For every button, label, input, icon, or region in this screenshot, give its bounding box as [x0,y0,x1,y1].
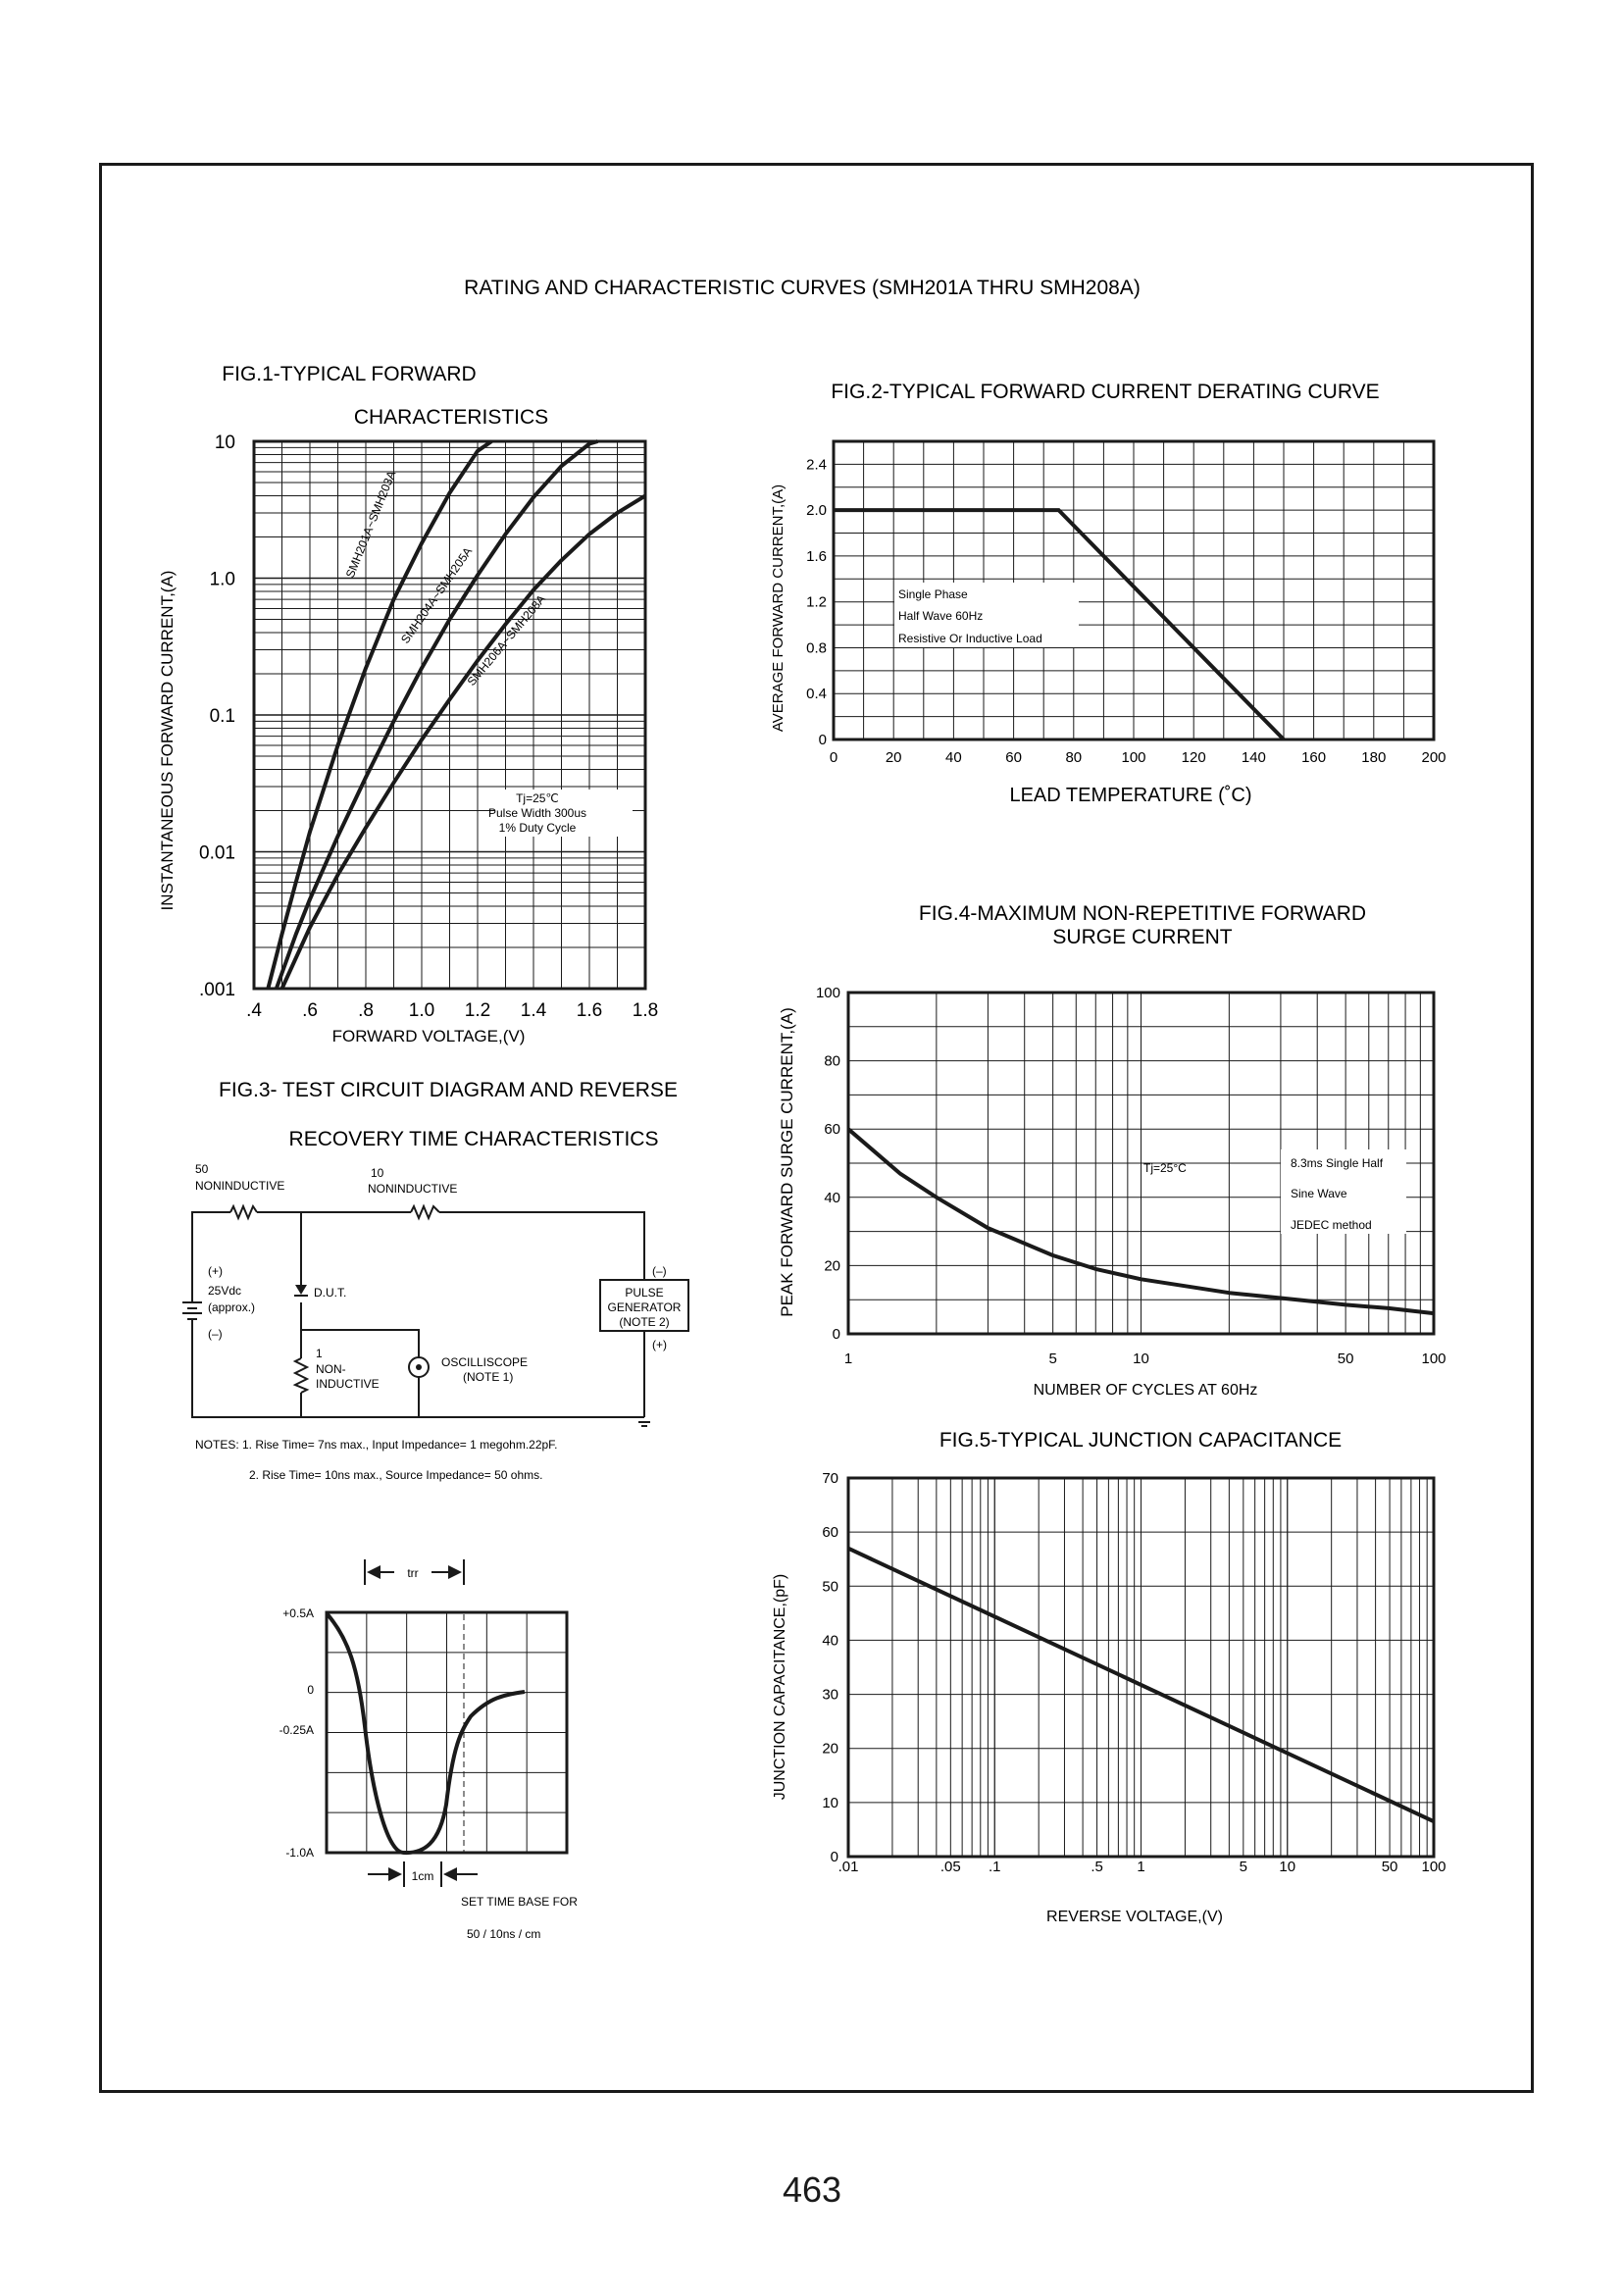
r3-label-1: NON- [316,1362,346,1376]
recovery-waveform [327,1613,525,1853]
fig1-x-tick-label: 1.6 [576,1000,603,1021]
source-plus: (+) [208,1264,223,1278]
fig1-y-tick-label: .001 [199,980,235,1000]
fig2-x-tick-label: 200 [1421,749,1446,766]
fig1-series-3 [282,496,646,990]
fig2-x-tick-label: 180 [1361,749,1387,766]
oscilloscope-note: (NOTE 1) [463,1370,514,1384]
fig4-y-tick-label: 80 [824,1052,840,1070]
fig1-y-tick-label: 10 [214,433,235,453]
r3-value: 1 [316,1347,323,1360]
fig4-y-tick-label: 0 [832,1326,840,1343]
fig3-title-line2: RECOVERY TIME CHARACTERISTICS [288,1128,659,1150]
waveform-grid [327,1612,567,1853]
fig1-x-tick-label: 1.8 [632,1000,659,1021]
fig4-x-tick-label: 50 [1337,1351,1354,1367]
fig2-annotation-line1: Single Phase [898,587,968,601]
fig1-y-ticks [199,433,235,1000]
fig5-x-tick-label: 10 [1279,1859,1296,1875]
fig5-x-tick-label: .01 [837,1859,859,1875]
pulse-minus: (–) [652,1264,667,1278]
fig4-y-ticks [816,985,840,1343]
fig5-y-ticks [822,1470,838,1865]
fig1-title-line1: FIG.1-TYPICAL FORWARD [222,363,477,385]
resistor-10-icon [411,1206,439,1218]
fig5-x-axis-label: REVERSE VOLTAGE,(V) [1046,1909,1223,1925]
fig2-y-tick-label: 0.8 [806,639,827,657]
fig1-annotation-line2: Pulse Width 300us [487,806,587,820]
fig4-chart [778,902,1446,1399]
fig5-y-tick-label: 20 [822,1740,838,1758]
fig2-y-tick-label: 2.0 [806,502,827,520]
fig5-x-ticks [838,1859,1446,1875]
fig1-x-tick-label: .4 [246,1000,262,1021]
fig1-chart [158,363,658,1045]
fig2-x-axis-label: LEAD TEMPERATURE (˚C) [1009,785,1252,806]
fig5-y-tick-label: 60 [822,1524,838,1542]
wave-label-pos: +0.5A [282,1606,314,1620]
fig1-series-label-1: SMH201A~SMH203A [342,468,399,581]
fig2-chart [770,381,1446,806]
r1-value: 50 [195,1162,209,1176]
fig1-x-axis-label: FORWARD VOLTAGE,(V) [331,1027,526,1045]
fig5-y-tick-label: 0 [830,1849,838,1865]
fig2-x-tick-label: 60 [1005,749,1022,766]
fig3-note-1: NOTES: 1. Rise Time= 7ns max., Input Impedance= 1 megohm.22pF. [195,1438,558,1452]
fig2-y-tick-label: 1.2 [806,593,827,611]
fig4-title-line1: FIG.4-MAXIMUM NON-REPETITIVE FORWARD [918,902,1367,925]
fig5-y-tick-label: 10 [822,1794,838,1811]
resistor-50-icon [230,1206,257,1218]
fig1-y-tick-label: 0.1 [209,706,235,727]
fig2-y-ticks [806,456,827,748]
fig5-x-tick-label: .5 [1091,1859,1103,1875]
fig2-x-tick-label: 120 [1181,749,1206,766]
fig5-x-tick-label: 100 [1421,1859,1446,1875]
page-number: 463 [782,2169,842,2210]
fig3-waveform [279,1559,579,1941]
source-minus: (–) [208,1327,223,1341]
r1-label: NONINDUCTIVE [195,1179,285,1193]
fig1-x-tick-label: .8 [358,1000,374,1021]
wave-label-m025: -0.25A [279,1723,314,1737]
pulse-label-2: GENERATOR [607,1300,682,1314]
fig2-y-tick-label: 1.6 [806,547,827,565]
fig5-x-tick-label: .05 [939,1859,961,1875]
cm-label: 1cm [411,1869,434,1883]
pulse-plus: (+) [652,1338,667,1351]
fig1-x-tick-label: 1.2 [464,1000,491,1021]
fig2-annotation-line2: Half Wave 60Hz [898,609,984,623]
fig4-y-axis-label: PEAK FORWARD SURGE CURRENT,(A) [778,1007,796,1317]
r2-value: 10 [371,1166,384,1180]
fig2-y-tick-label: 2.4 [806,456,827,474]
fig2-annotation-line3: Resistive Or Inductive Load [898,632,1042,645]
fig4-x-tick-label: 100 [1421,1351,1446,1367]
arrow-right-icon [448,1565,462,1579]
fig2-y-axis-label: AVERAGE FORWARD CURRENT,(A) [770,484,787,733]
fig1-series-label-3: SMH206A~SMH208A [464,591,549,688]
fig4-x-tick-label: 10 [1133,1351,1149,1367]
fig5-y-tick-label: 30 [822,1686,838,1704]
fig1-grid [254,441,645,989]
fig3-circuit [182,1079,688,1482]
arrow-right-icon [388,1867,402,1881]
page-title: RATING AND CHARACTERISTIC CURVES (SMH201A THRU SMH208A) [464,277,1141,299]
fig2-x-tick-label: 40 [945,749,962,766]
fig4-y-tick-label: 20 [824,1257,840,1275]
fig1-x-tick-label: .6 [302,1000,318,1021]
fig5-y-tick-label: 40 [822,1632,838,1650]
wave-label-m1: -1.0A [285,1846,314,1860]
fig4-annotation-box-line2: Sine Wave [1291,1187,1347,1200]
fig1-annotation-line1: Tj=25℃ [516,791,559,805]
fig1-y-tick-label: 1.0 [209,569,235,590]
fig5-x-tick-label: 5 [1239,1859,1247,1875]
fig3-title-line1: FIG.3- TEST CIRCUIT DIAGRAM AND REVERSE [219,1079,678,1101]
fig2-x-tick-label: 80 [1065,749,1083,766]
fig1-x-ticks [246,1000,658,1021]
fig4-y-tick-label: 100 [815,985,840,1001]
fig2-x-ticks [830,749,1446,766]
fig5-y-tick-label: 70 [822,1470,838,1487]
fig4-x-tick-label: 1 [843,1351,853,1367]
resistor-1-icon [295,1358,307,1393]
diode-icon [294,1285,308,1296]
battery-icon [182,1302,202,1319]
ground-icon [638,1422,650,1426]
fig1-title-line2: CHARACTERISTICS [353,406,549,429]
fig1-x-tick-label: 1.4 [520,1000,547,1021]
fig4-annotation-box-line3: JEDEC method [1291,1218,1372,1232]
fig4-annotation-box-line1: 8.3ms Single Half [1291,1156,1384,1170]
trr-label: trr [407,1566,419,1580]
fig1-y-axis-label: INSTANTANEOUS FORWARD CURRENT,(A) [158,570,177,911]
fig5-y-tick-label: 50 [822,1578,838,1596]
fig4-x-ticks [844,1351,1446,1367]
fig5-chart [772,1429,1446,1925]
fig2-x-tick-label: 140 [1241,749,1266,766]
fig4-title-line2: SURGE CURRENT [1052,926,1233,948]
r3-label-2: INDUCTIVE [316,1377,380,1391]
fig2-x-tick-label: 0 [829,749,838,766]
fig1-x-tick-label: 1.0 [408,1000,435,1021]
fig2-y-tick-label: 0 [818,732,827,748]
oscilloscope-icon [409,1357,429,1377]
timebase-line1: SET TIME BASE FOR [461,1895,578,1909]
pulse-label-3: (NOTE 2) [619,1315,670,1329]
fig2-x-tick-label: 160 [1301,749,1327,766]
fig4-annotation: Tj=25°C [1143,1161,1187,1175]
fig4-x-axis-label: NUMBER OF CYCLES AT 60Hz [1033,1382,1258,1399]
fig1-y-tick-label: 0.01 [199,842,235,864]
fig5-x-tick-label: .1 [988,1859,1001,1875]
oscilloscope-label: OSCILLISCOPE [441,1355,529,1369]
source-note: (approx.) [208,1300,256,1314]
fig2-title: FIG.2-TYPICAL FORWARD CURRENT DERATING CURVE [831,381,1380,403]
fig5-x-tick-label: 50 [1381,1859,1398,1875]
source-label: 25Vdc [208,1284,242,1298]
fig4-y-tick-label: 60 [824,1121,840,1139]
fig5-y-axis-label: JUNCTION CAPACITANCE,(pF) [772,1573,788,1801]
r2-label: NONINDUCTIVE [368,1182,458,1196]
fig2-x-tick-label: 20 [885,749,902,766]
arrow-left-icon [367,1565,381,1579]
fig2-y-tick-label: 0.4 [806,686,827,703]
fig2-x-tick-label: 100 [1121,749,1146,766]
fig5-title: FIG.5-TYPICAL JUNCTION CAPACITANCE [939,1429,1343,1452]
arrow-left-icon [443,1867,457,1881]
fig4-x-tick-label: 5 [1048,1351,1057,1367]
fig4-y-tick-label: 40 [824,1189,840,1206]
fig5-grid [848,1478,1434,1857]
wave-label-zero: 0 [307,1683,314,1697]
fig3-note-2: 2. Rise Time= 10ns max., Source Impedance= 50 ohms. [249,1468,543,1482]
timebase-line2: 50 / 10ns / cm [467,1927,541,1941]
fig1-annotation-line3: 1% Duty Cycle [498,821,577,835]
fig5-x-tick-label: 1 [1137,1859,1145,1875]
fig1-series-label-2: SMH204A~SMH205A [397,544,476,646]
dut-label: D.U.T. [314,1286,347,1300]
pulse-label-1: PULSE [625,1286,664,1300]
